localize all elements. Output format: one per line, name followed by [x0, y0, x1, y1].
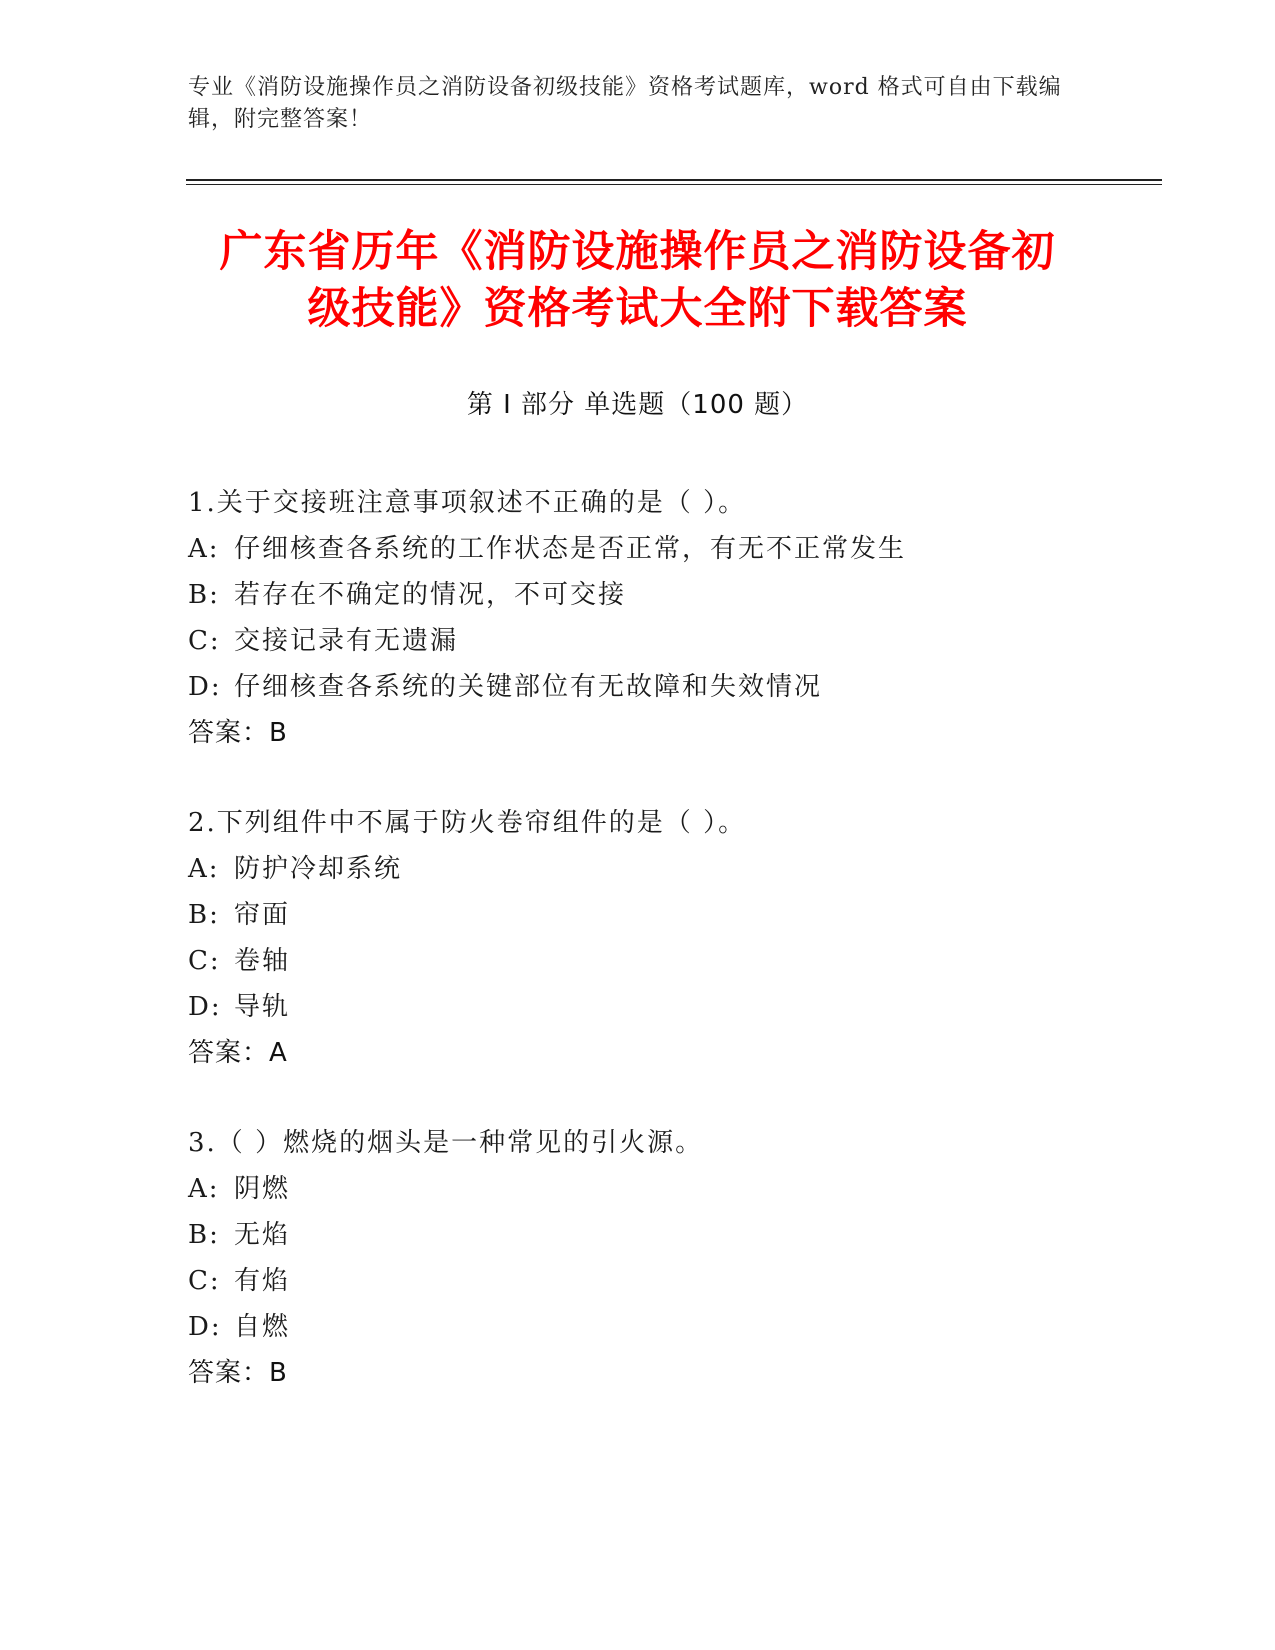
answer: 答案：B	[188, 1358, 288, 1388]
option-text: 自燃	[234, 1312, 291, 1342]
answer: 答案：B	[188, 718, 288, 748]
question-3	[188, 1120, 1188, 1396]
option-b	[188, 1212, 1188, 1258]
option-text: 有焰	[234, 1266, 291, 1296]
option-a	[188, 846, 1188, 892]
option-c	[188, 938, 1188, 984]
option-text: 防护冷却系统	[234, 854, 403, 884]
option-c	[188, 1258, 1188, 1304]
option-c	[188, 618, 1188, 664]
option-letter: C:	[188, 946, 221, 976]
section-title: 第 I 部分 单选题（100 题）	[466, 390, 809, 420]
option-d	[188, 1304, 1188, 1350]
option-letter: B:	[188, 580, 220, 610]
option-letter: A:	[188, 854, 220, 884]
option-b	[188, 572, 1188, 618]
question-1	[188, 480, 1188, 756]
option-text: 导轨	[234, 992, 291, 1022]
header-divider	[186, 179, 1162, 181]
option-a	[188, 526, 1188, 572]
question-2	[188, 800, 1188, 1076]
option-text: 仔细核查各系统的工作状态是否正常，有无不正常发生	[234, 534, 907, 564]
document-title-line-2: 级技能》资格考试大全附下载答案	[307, 284, 968, 334]
option-letter: A:	[188, 534, 220, 564]
answer: 答案：A	[188, 1038, 288, 1068]
question-stem: 2.下列组件中不属于防火卷帘组件的是（ ）。	[188, 808, 747, 838]
option-text: 帘面	[234, 900, 291, 930]
option-text: 卷轴	[234, 946, 291, 976]
option-letter: D:	[188, 992, 222, 1022]
document-title-line-1: 广东省历年《消防设施操作员之消防设备初	[219, 227, 1056, 277]
option-letter: B:	[188, 1220, 220, 1250]
document-title	[160, 224, 1115, 338]
question-stem: 1.关于交接班注意事项叙述不正确的是（ ）。	[188, 488, 747, 518]
header-note: 专业《消防设施操作员之消防设备初级技能》资格考试题库，word 格式可自由下载编辑，附完整答案！	[188, 75, 1062, 132]
option-d	[188, 664, 1188, 710]
option-letter: C:	[188, 1266, 221, 1296]
option-a	[188, 1166, 1188, 1212]
option-b	[188, 892, 1188, 938]
option-letter: D:	[188, 1312, 222, 1342]
option-d	[188, 984, 1188, 1030]
option-letter: B:	[188, 900, 220, 930]
header-divider-thin	[186, 184, 1162, 185]
option-letter: A:	[188, 1174, 220, 1204]
question-stem: 3.（ ）燃烧的烟头是一种常见的引火源。	[188, 1128, 704, 1158]
option-text: 若存在不确定的情况，不可交接	[234, 580, 627, 610]
option-text: 交接记录有无遗漏	[234, 626, 459, 656]
option-letter: D:	[188, 672, 222, 702]
option-text: 仔细核查各系统的关键部位有无故障和失效情况	[234, 672, 823, 702]
option-letter: C:	[188, 626, 221, 656]
option-text: 阴燃	[234, 1174, 291, 1204]
option-text: 无焰	[234, 1220, 291, 1250]
